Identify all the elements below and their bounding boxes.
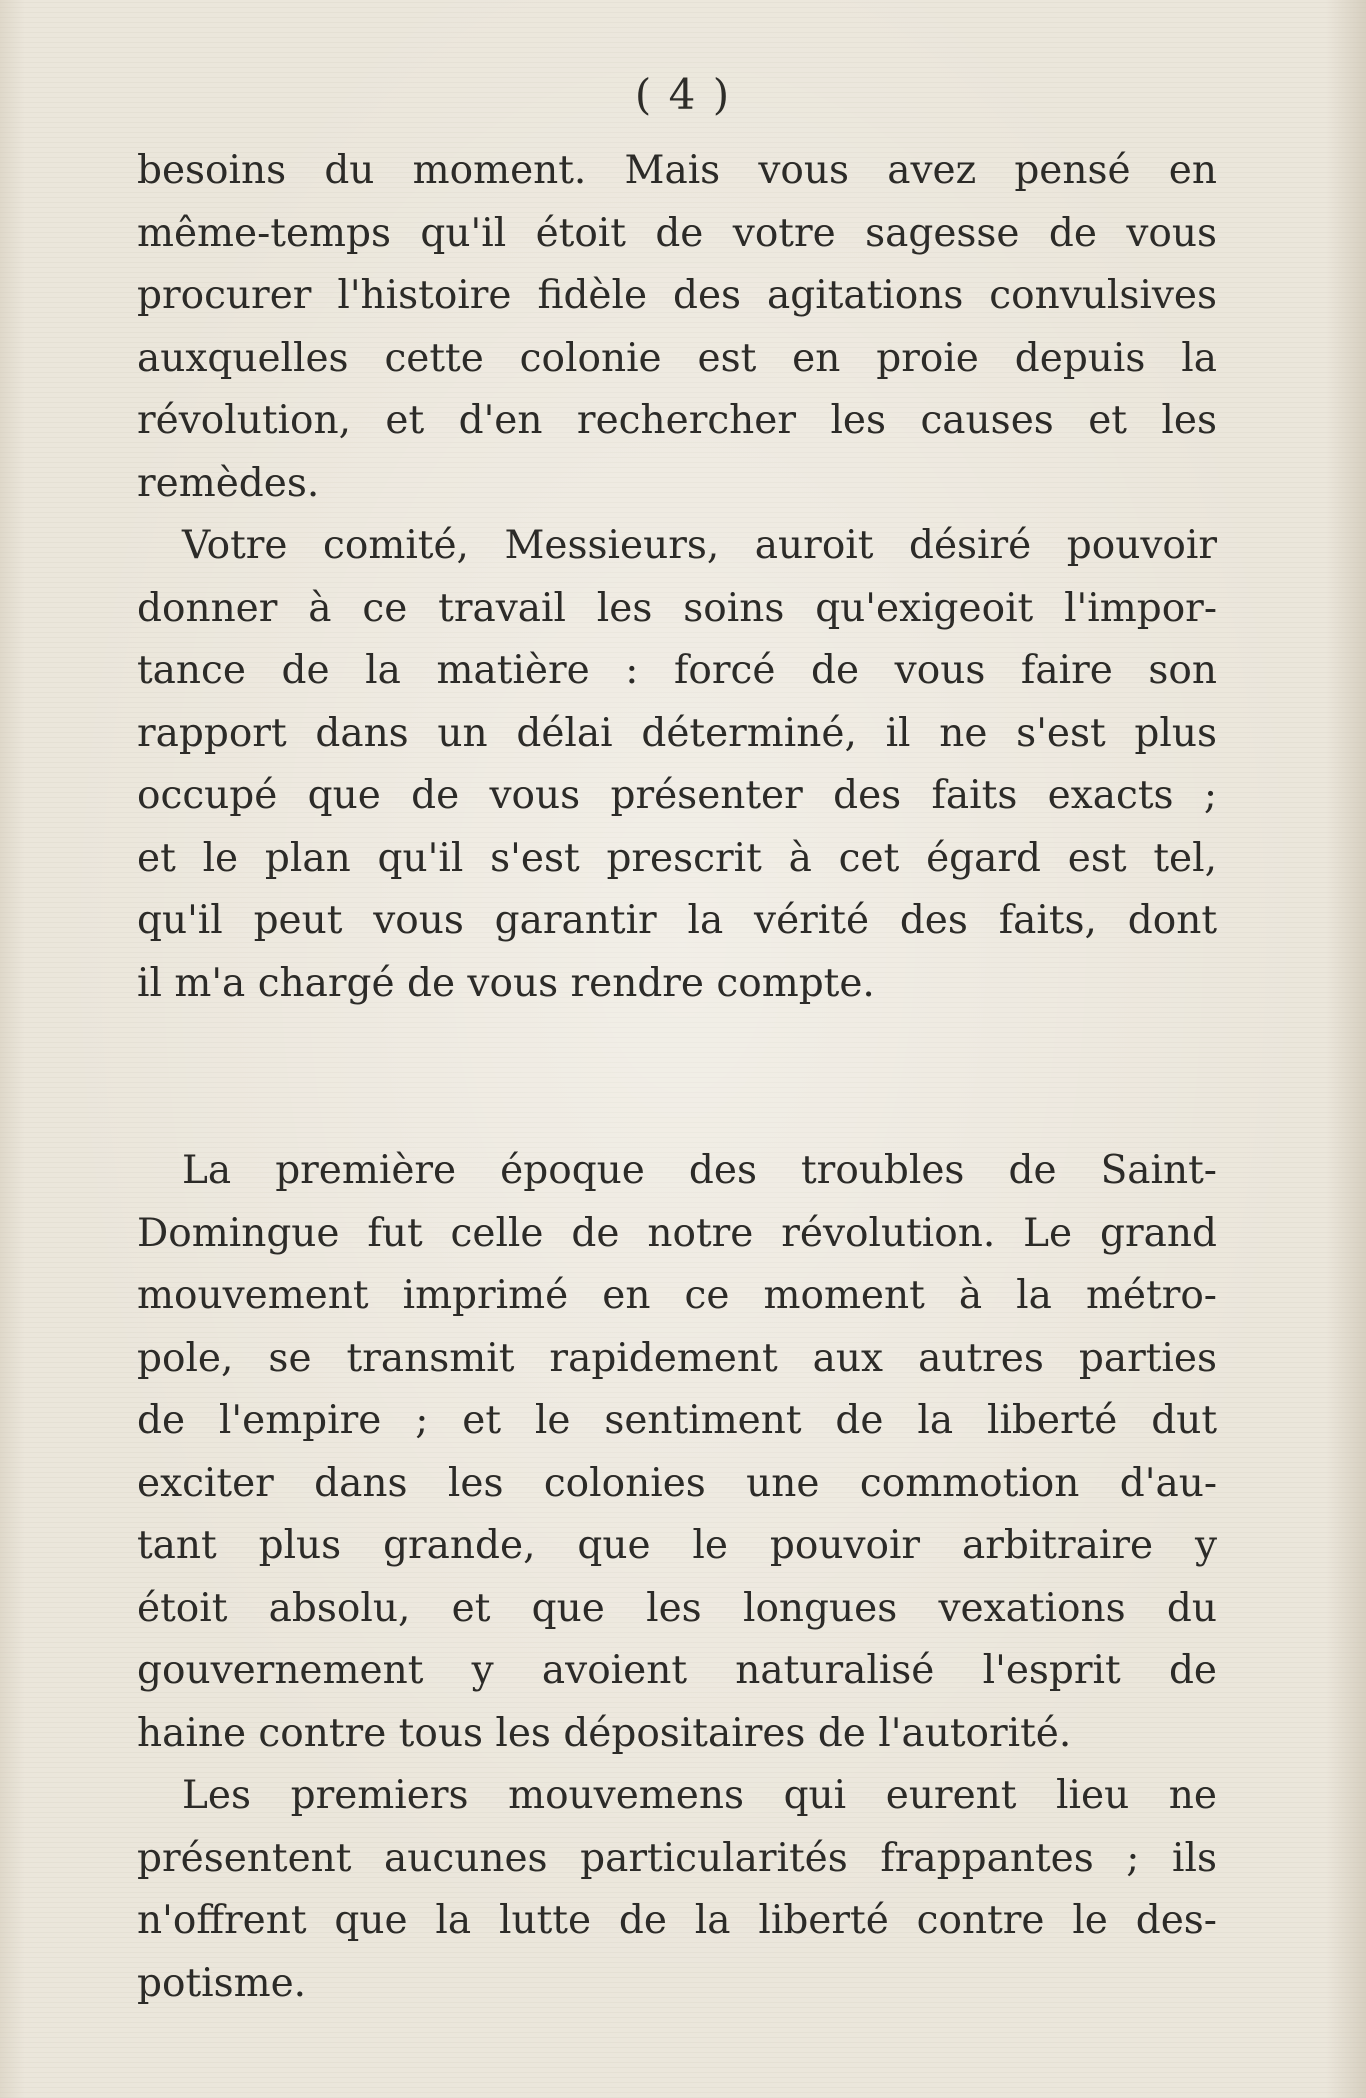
text-line: rapport dans un délai déterminé, il ne s'est plus bbox=[137, 710, 1217, 756]
paragraph bbox=[137, 1765, 1217, 2015]
page-edge-shadow bbox=[1326, 0, 1366, 2098]
text-line: il m'a chargé de vous rendre compte. bbox=[137, 960, 875, 1006]
text-block-lower bbox=[137, 1140, 1217, 2015]
text-line: donner à ce travail les soins qu'exigeoit l'impor- bbox=[137, 585, 1217, 631]
text-line: potisme. bbox=[137, 1960, 307, 2006]
text-line: La première époque des troubles de Saint- bbox=[182, 1148, 1217, 1193]
text-line: exciter dans les colonies une commotion d'au- bbox=[137, 1460, 1217, 1506]
text-line: qu'il peut vous garantir la vérité des faits, dont bbox=[137, 898, 1217, 943]
text-line: Domingue fut celle de notre révolution. Le grand bbox=[137, 1210, 1217, 1256]
text-line: procurer l'histoire fidèle des agitations convulsives bbox=[137, 273, 1217, 318]
text-line: besoins du moment. Mais vous avez pensé en bbox=[137, 148, 1217, 193]
text-line: tance de la matière : forcé de vous faire son bbox=[137, 648, 1217, 693]
text-line: Les premiers mouvemens qui eurent lieu ne bbox=[182, 1773, 1217, 1818]
text-line: gouvernement y avoient naturalisé l'esprit de bbox=[137, 1648, 1217, 1693]
paragraph bbox=[137, 140, 1217, 515]
text-line: étoit absolu, et que les longues vexations du bbox=[137, 1585, 1217, 1631]
text-line: présentent aucunes particularités frappantes ; ils bbox=[137, 1835, 1217, 1881]
text-line: tant plus grande, que le pouvoir arbitraire y bbox=[137, 1523, 1217, 1568]
text-line: remèdes. bbox=[137, 460, 320, 506]
text-line: même-temps qu'il étoit de votre sagesse de vous bbox=[137, 210, 1217, 256]
page-left-shadow bbox=[0, 0, 25, 2098]
text-line: mouvement imprimé en ce moment à la métro- bbox=[137, 1273, 1217, 1318]
text-line: révolution, et d'en rechercher les causes et les bbox=[137, 398, 1217, 443]
text-line: haine contre tous les dépositaires de l'autorité. bbox=[137, 1710, 1072, 1756]
paragraph bbox=[137, 515, 1217, 1015]
text-line: pole, se transmit rapidement aux autres parties bbox=[137, 1335, 1217, 1381]
text-line: de l'empire ; et le sentiment de la liberté dut bbox=[137, 1398, 1217, 1443]
text-line: n'offrent que la lutte de la liberté contre le des- bbox=[137, 1898, 1217, 1943]
text-line: occupé que de vous présenter des faits exacts ; bbox=[137, 773, 1217, 818]
paragraph bbox=[137, 1140, 1217, 1765]
text-line: auxquelles cette colonie est en proie depuis la bbox=[137, 335, 1217, 381]
text-line: Votre comité, Messieurs, auroit désiré pouvoir bbox=[182, 523, 1217, 568]
text-line: et le plan qu'il s'est prescrit à cet égard est tel, bbox=[137, 835, 1217, 881]
page-number: ( 4 ) bbox=[634, 70, 732, 119]
text-block-upper bbox=[137, 140, 1217, 1015]
